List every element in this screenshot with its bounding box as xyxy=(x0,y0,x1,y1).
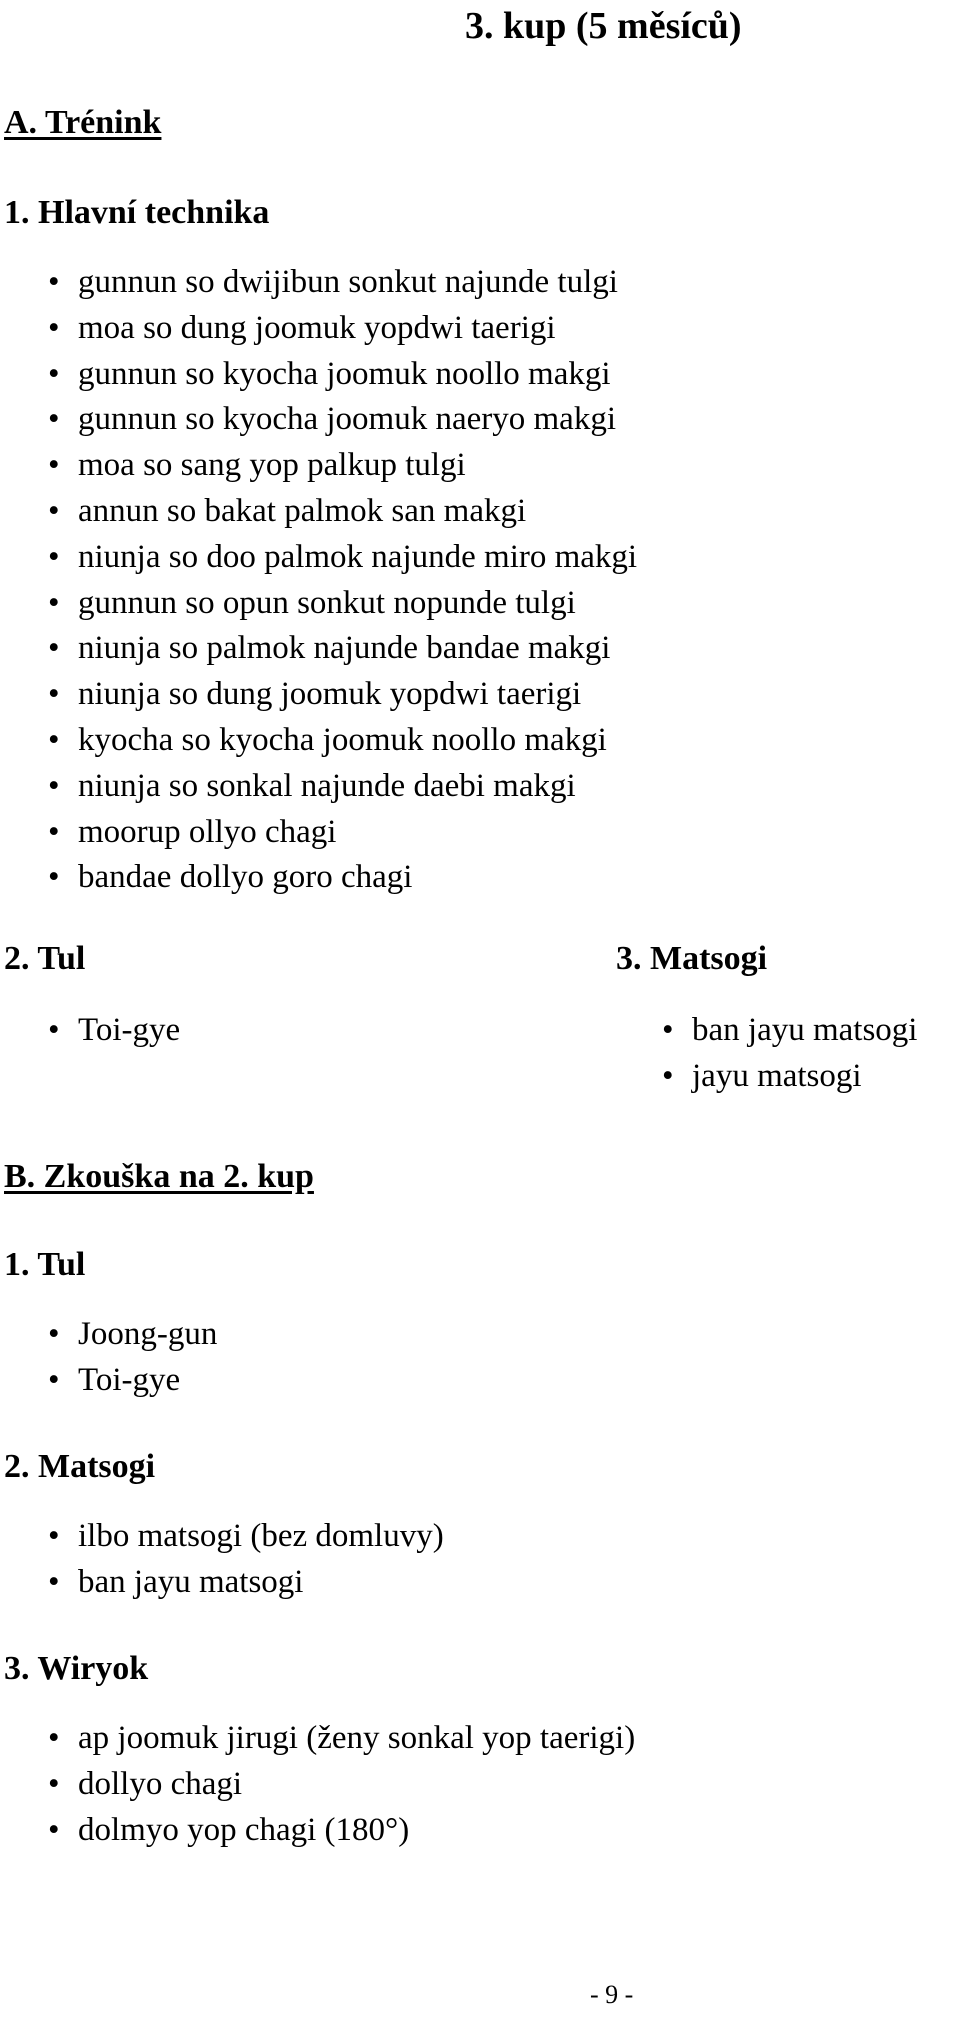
list-item: • niunja so dung joomuk yopdwi taerigi xyxy=(48,672,637,718)
main-technique-heading: 1. Hlavní technika xyxy=(4,194,270,231)
bullet-icon: • xyxy=(48,264,60,300)
tul-heading: 2. Tul xyxy=(4,940,86,977)
matsogi-heading: 3. Matsogi xyxy=(616,940,768,977)
bullet-icon: • xyxy=(48,630,60,667)
list-item: • moorup ollyo chagi xyxy=(48,810,637,856)
exam-wiryok-list xyxy=(48,1716,635,1853)
bullet-icon: • xyxy=(662,1012,674,1048)
list-item: • gunnun so dwijibun sonkut najunde tulgi xyxy=(48,260,637,306)
list-item: • niunja so sonkal najunde daebi makgi xyxy=(48,764,637,810)
list-item: • moa so dung joomuk yopdwi taerigi xyxy=(48,306,637,352)
bullet-icon: • xyxy=(48,767,60,804)
page-number: - 9 - xyxy=(590,1980,634,2009)
bullet-icon: • xyxy=(48,447,60,484)
bullet-icon: • xyxy=(48,538,60,575)
exam-matsogi-list xyxy=(48,1514,444,1606)
bullet-icon: • xyxy=(48,355,60,392)
exam-tul-heading: 1. Tul xyxy=(4,1246,86,1283)
main-technique-list xyxy=(48,260,637,901)
list-item: • dolmyo yop chagi (180°) xyxy=(48,1808,635,1854)
bullet-icon: • xyxy=(48,1563,60,1600)
list-item: • kyocha so kyocha joomuk noollo makgi xyxy=(48,718,637,764)
list-item: • ilbo matsogi (bez domluvy) xyxy=(48,1514,444,1560)
bullet-icon: • xyxy=(48,1012,60,1048)
list-item: • annun so bakat palmok san makgi xyxy=(48,489,637,535)
list-item: • gunnun so kyocha joomuk noollo makgi xyxy=(48,352,637,398)
list-item: • Joong-gun xyxy=(48,1312,217,1358)
section-a-heading: A. Trénink xyxy=(4,104,162,141)
bullet-icon: • xyxy=(48,401,60,438)
bullet-icon: • xyxy=(48,1811,60,1848)
exam-wiryok-heading: 3. Wiryok xyxy=(4,1650,149,1687)
bullet-icon: • xyxy=(48,676,60,713)
bullet-icon: • xyxy=(48,813,60,850)
bullet-icon: • xyxy=(48,1316,60,1352)
bullet-icon: • xyxy=(48,584,60,621)
bullet-icon: • xyxy=(48,1720,60,1756)
matsogi-list xyxy=(662,1008,917,1100)
bullet-icon: • xyxy=(48,721,60,758)
bullet-icon: • xyxy=(48,1361,60,1398)
list-item: • moa so sang yop palkup tulgi xyxy=(48,443,637,489)
bullet-icon: • xyxy=(48,1518,60,1554)
list-item: • gunnun so opun sonkut nopunde tulgi xyxy=(48,581,637,627)
bullet-icon: • xyxy=(662,1057,674,1094)
tul-list xyxy=(48,1008,180,1054)
bullet-icon: • xyxy=(48,1765,60,1802)
list-item: • ban jayu matsogi xyxy=(662,1008,917,1054)
list-item: • dollyo chagi xyxy=(48,1762,635,1808)
bullet-icon: • xyxy=(48,309,60,346)
list-item: • niunja so palmok najunde bandae makgi xyxy=(48,626,637,672)
list-item: • gunnun so kyocha joomuk naeryo makgi xyxy=(48,397,637,443)
list-item: • niunja so doo palmok najunde miro makgi xyxy=(48,535,637,581)
list-item: • Toi-gye xyxy=(48,1358,217,1404)
list-item: • ap joomuk jirugi (ženy sonkal yop taerigi) xyxy=(48,1716,635,1762)
bullet-icon: • xyxy=(48,492,60,529)
section-b-heading: B. Zkouška na 2. kup xyxy=(4,1158,314,1195)
list-item: • bandae dollyo goro chagi xyxy=(48,855,637,901)
list-item: • Toi-gye xyxy=(48,1008,180,1054)
exam-matsogi-heading: 2. Matsogi xyxy=(4,1448,156,1485)
list-item: • jayu matsogi xyxy=(662,1054,917,1100)
list-item: • ban jayu matsogi xyxy=(48,1560,444,1606)
bullet-icon: • xyxy=(48,859,60,896)
exam-tul-list xyxy=(48,1312,217,1404)
page-title: 3. kup (5 měsíců) xyxy=(465,5,742,47)
